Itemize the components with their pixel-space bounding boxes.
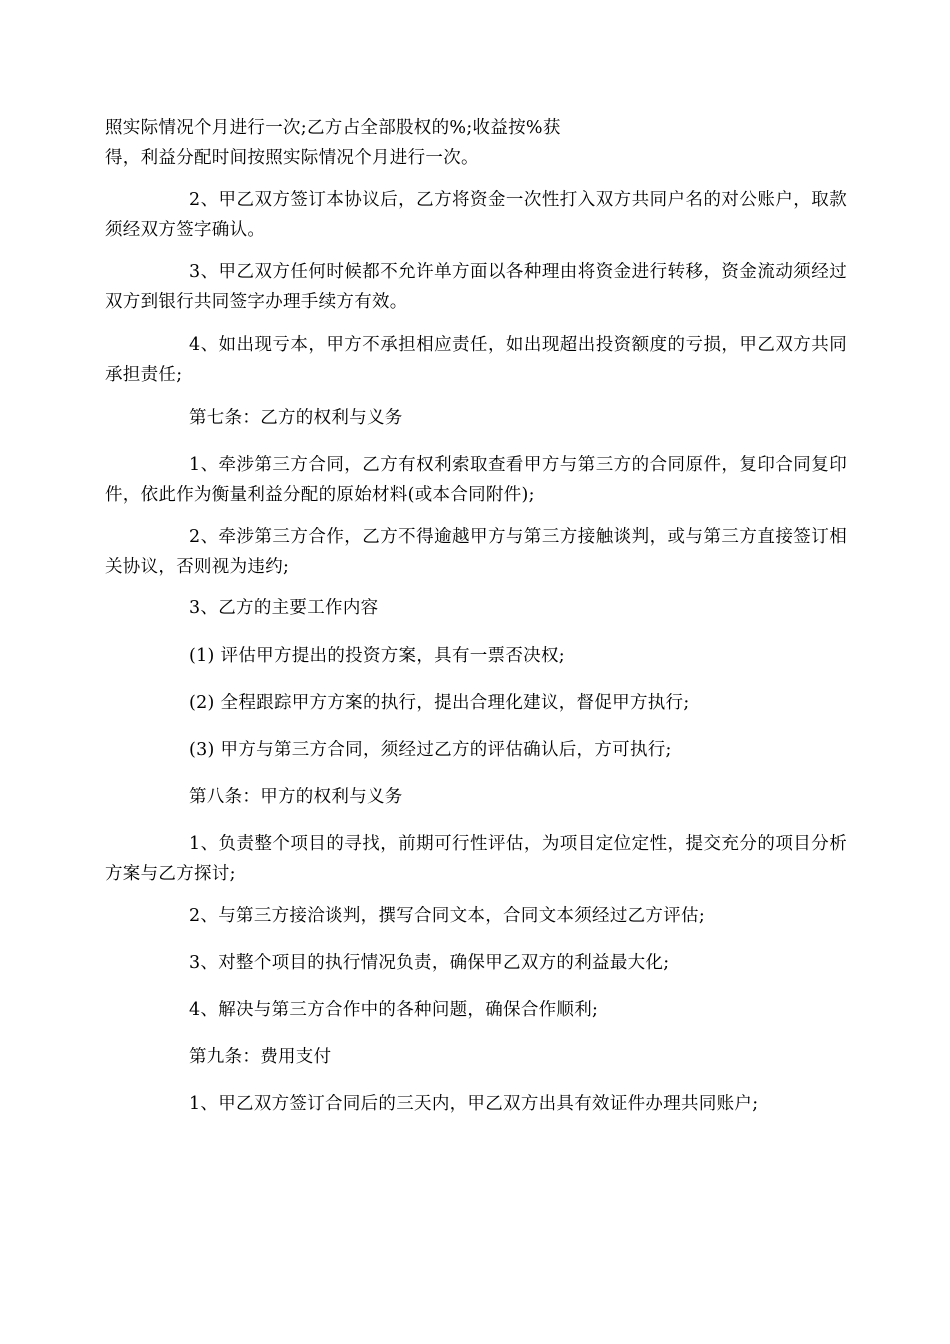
paragraph-8-2: 2、与第三方接洽谈判，撰写合同文本，合同文本须经过乙方评估; <box>189 906 706 926</box>
paragraph-8-4: 4、解决与第三方合作中的各种问题，确保合作顺利; <box>189 1000 599 1020</box>
paragraph-9-1: 1、甲乙双方签订合同后的三天内，甲乙双方出具有效证件办理共同账户; <box>189 1094 759 1114</box>
paragraph-6-3: 3、甲乙双方任何时候都不允许单方面以各种理由将资金进行转移，资金流动须经过双方到银行共同签字办理手续方有效。 <box>105 262 847 312</box>
paragraph-intro <box>105 113 847 173</box>
paragraph-6-2: 2、甲乙双方签订本协议后，乙方将资金一次性打入双方共同户名的对公账户，取款须经双方签字确认。 <box>105 190 847 240</box>
paragraph-7-3: 3、乙方的主要工作内容 <box>189 598 379 618</box>
article-7-heading: 第七条：乙方的权利与义务 <box>189 408 403 428</box>
paragraph-8-3: 3、对整个项目的执行情况负责，确保甲乙双方的利益最大化; <box>189 953 670 973</box>
list-item-7-3-3: (3) 甲方与第三方合同，须经过乙方的评估确认后，方可执行; <box>189 740 672 760</box>
paragraph-intro-line-2: 得，利益分配时间按照实际情况个月进行一次。 <box>105 148 479 168</box>
paragraph-6-4: 4、如出现亏本，甲方不承担相应责任，如出现超出投资额度的亏损，甲乙双方共同承担责任; <box>105 335 847 385</box>
list-item-7-3-1: (1) 评估甲方提出的投资方案，具有一票否决权; <box>189 646 565 666</box>
article-8-heading: 第八条：甲方的权利与义务 <box>189 787 403 807</box>
paragraph-8-1: 1、负责整个项目的寻找，前期可行性评估，为项目定位定性，提交充分的项目分析方案与乙方探讨; <box>105 834 847 884</box>
paragraph-7-2: 2、牵涉第三方合作，乙方不得逾越甲方与第三方接触谈判，或与第三方直接签订相关协议，否则视为违约; <box>105 527 847 577</box>
article-9-heading: 第九条：费用支付 <box>189 1047 332 1067</box>
list-item-7-3-2: (2) 全程跟踪甲方方案的执行，提出合理化建议，督促甲方执行; <box>189 693 690 713</box>
paragraph-7-1: 1、牵涉第三方合同，乙方有权利索取查看甲方与第三方的合同原件，复印合同复印件，依此作为衡量利益分配的原始材料(或本合同附件); <box>105 455 847 505</box>
paragraph-intro-line-1: 照实际情况个月进行一次;乙方占全部股权的%;收益按%获 <box>105 118 561 138</box>
